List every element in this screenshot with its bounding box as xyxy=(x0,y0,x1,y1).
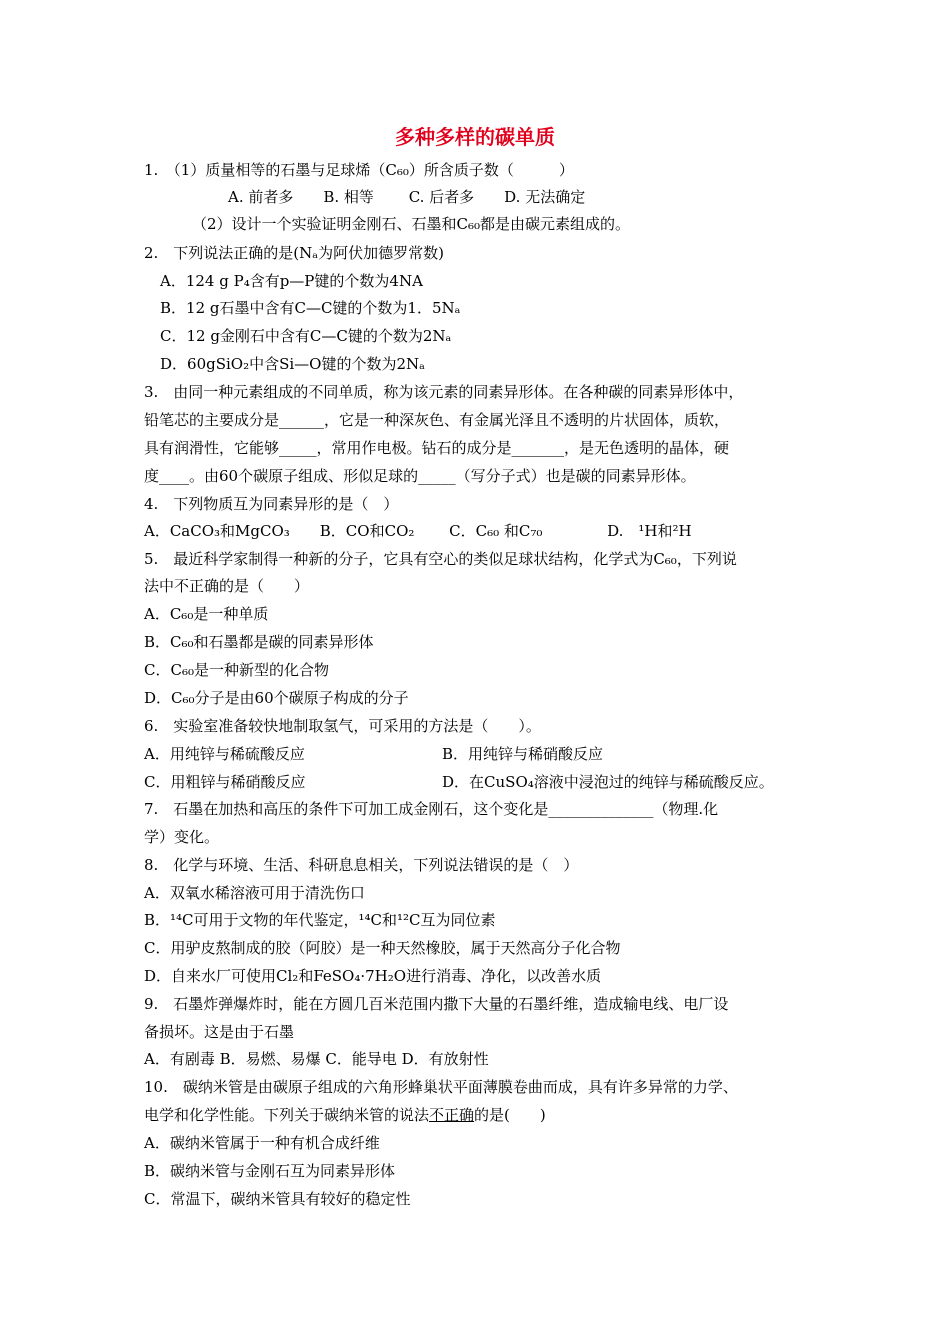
q1-stem: 1. （1）质量相等的石墨与足球烯（C₆₀）所含质子数（ ） xyxy=(144,161,574,179)
q3-line-1: 3. 由同一种元素组成的不同单质，称为该元素的同素异形体。在各种碳的同素异形体中， xyxy=(144,383,744,401)
q5-option-c: C．C₆₀是一种新型的化合物 xyxy=(144,661,329,679)
q2-option-a: A．124 g P₄含有p—P键的个数为4NA xyxy=(160,272,423,290)
q4-stem: 4. 下列物质互为同素异形的是（ ） xyxy=(144,495,399,513)
q2-stem: 2. 下列说法正确的是(Nₐ为阿伏加德罗常数) xyxy=(144,244,444,262)
q10-line-2-pre: 电学和化学性能。下列关于碳纳米管的说法 xyxy=(144,1106,430,1124)
page-title: 多种多样的碳单质 xyxy=(395,125,555,149)
q9-line-2: 备损坏。这是由于石墨 xyxy=(144,1023,295,1041)
q8-stem: 8. 化学与环境、生活、科研息息相关，下列说法错误的是（ ） xyxy=(144,856,579,874)
q8-option-b: B．¹⁴C可用于文物的年代鉴定，¹⁴C和¹²C互为同位素 xyxy=(144,911,496,929)
q5-option-d: D．C₆₀分子是由60个碳原子构成的分子 xyxy=(144,689,409,707)
q2-option-b: B．12 g石墨中含有C—C键的个数为1．5Nₐ xyxy=(160,299,461,317)
q10-line-1: 10. 碳纳米管是由碳原子组成的六角形蜂巢状平面薄膜卷曲而成，具有许多异常的力学、 xyxy=(144,1078,738,1096)
q3-line-4: 度____。由60个碳原子组成、形似足球的_____（写分子式）也是碳的同素异形体。 xyxy=(144,467,696,485)
q6-option-b: B．用纯锌与稀硝酸反应 xyxy=(442,745,604,763)
q5-option-b: B．C₆₀和石墨都是碳的同素异形体 xyxy=(144,633,374,651)
q8-option-a: A．双氧水稀溶液可用于清洗伤口 xyxy=(144,884,365,902)
q10-option-b: B．碳纳米管与金刚石互为同素异形体 xyxy=(144,1162,396,1180)
q4-options: A．CaCO₃和MgCO₃ B．CO和CO₂ C．C₆₀ 和C₇₀ D. ¹H和²H xyxy=(144,522,692,540)
q6-option-c: C．用粗锌与稀硝酸反应 xyxy=(144,773,306,791)
q6-option-a: A．用纯锌与稀硫酸反应 xyxy=(144,745,305,763)
q5-option-a: A．C₆₀是一种单质 xyxy=(144,605,269,623)
q8-option-d: D．自来水厂可使用Cl₂和FeSO₄·7H₂O进行消毒、净化，以改善水质 xyxy=(144,967,602,985)
q10-option-a: A．碳纳米管属于一种有机合成纤维 xyxy=(144,1134,380,1152)
q10-emphasis-underline: 不正确 xyxy=(429,1106,475,1124)
q9-options: A．有剧毒 B．易燃、易爆 C．能导电 D．有放射性 xyxy=(144,1050,489,1068)
q2-option-d: D．60gSiO₂中含Si—O键的个数为2Nₐ xyxy=(160,355,425,373)
q1-options: A. 前者多 B. 相等 C. 后者多 D. 无法确定 xyxy=(228,188,586,206)
q3-line-3: 具有润滑性，它能够_____，常用作电极。钻石的成分是_______，是无色透明的晶体，硬 xyxy=(144,439,730,457)
q5-line-2: 法中不正确的是（ ） xyxy=(144,577,310,595)
q10-line-2 xyxy=(144,1105,546,1125)
q9-line-1: 9. 石墨炸弹爆炸时，能在方圆几百米范围内撒下大量的石墨纤维，造成输电线、电厂设 xyxy=(144,995,729,1013)
q3-line-2: 铅笔芯的主要成分是______，它是一种深灰色、有金属光泽且不透明的片状固体，质软， xyxy=(144,411,730,429)
q6-option-d: D．在CuSO₄溶液中浸泡过的纯锌与稀硫酸反应。 xyxy=(442,773,774,791)
q2-option-c: C．12 g金刚石中含有C—C键的个数为2Nₐ xyxy=(160,327,452,345)
q8-option-c: C．用驴皮熬制成的胶（阿胶）是一种天然橡胶，属于天然高分子化合物 xyxy=(144,939,621,957)
q7-line-2: 学）变化。 xyxy=(144,828,220,846)
q5-line-1: 5. 最近科学家制得一种新的分子，它具有空心的类似足球状结构，化学式为C₆₀，下列说 xyxy=(144,550,737,568)
q1-part2: （2）设计一个实验证明金刚石、石墨和C₆₀都是由碳元素组成的。 xyxy=(192,215,631,233)
q10-line-2-post: 的是( ) xyxy=(474,1106,546,1124)
q10-option-c: C．常温下，碳纳米管具有较好的稳定性 xyxy=(144,1190,411,1208)
q7-line-1: 7. 石墨在加热和高压的条件下可加工成金刚石，这个变化是______________（物理.化 xyxy=(144,800,719,818)
q6-stem: 6. 实验室准备较快地制取氢气，可采用的方法是（ ）。 xyxy=(144,717,541,735)
